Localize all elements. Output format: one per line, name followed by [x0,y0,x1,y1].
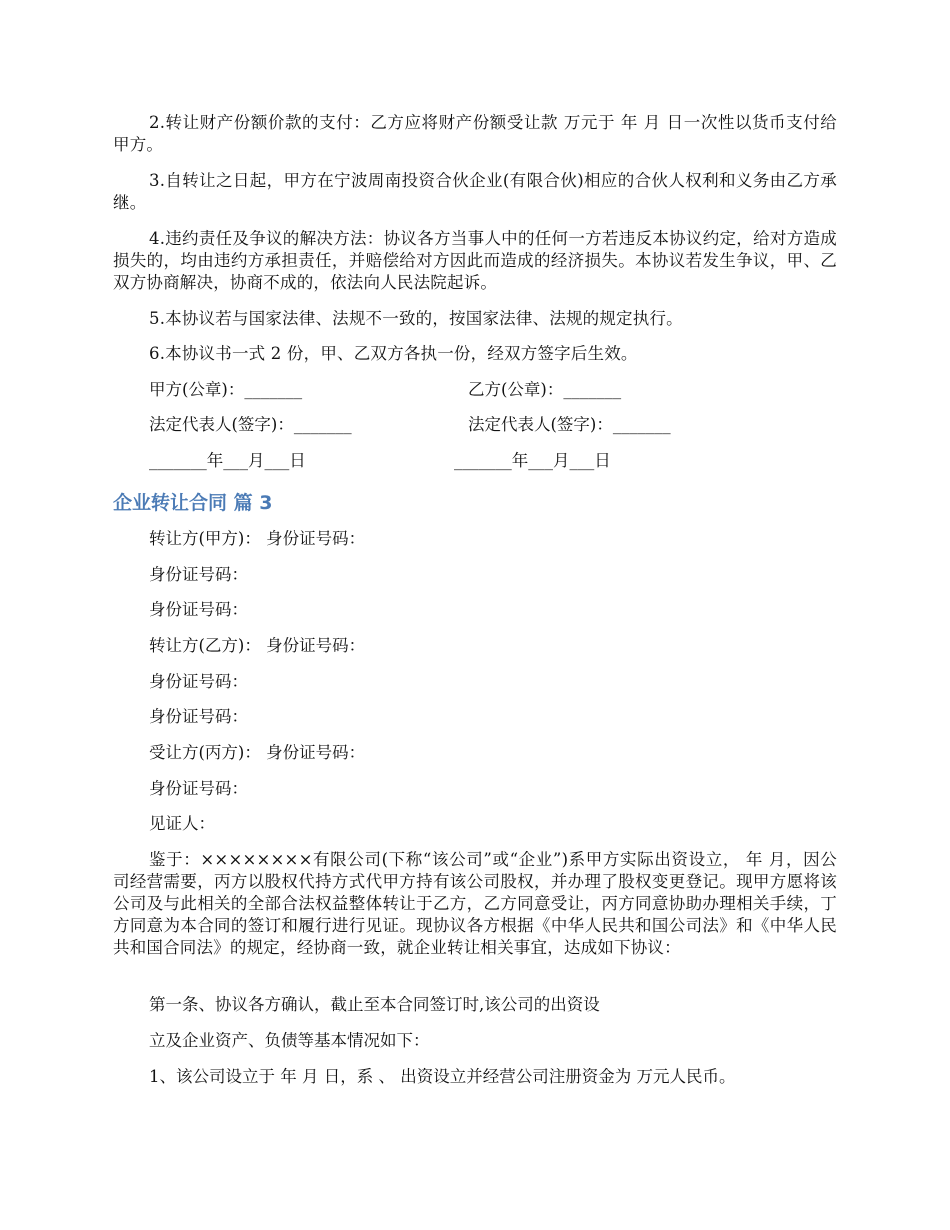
witness-line: 见证人： [149,814,215,833]
party-b-rep-line: 法定代表人(签字)：_______ [468,415,671,434]
party-a-seal-line: 甲方(公章)：_______ [149,380,303,399]
party-line: 身份证号码： [149,672,248,691]
party-line: 身份证号码： [149,707,248,726]
party-a-rep-line: 法定代表人(签字)：_______ [149,415,352,434]
party-a-date-line: _______年___月___日 [149,451,306,470]
item-1-line: 1、该公司设立于 年 月 日，系 、 出资设立并经营公司注册资金为 万元人民币。 [149,1067,736,1086]
clause-3-rights-transfer: 3.自转让之日起，甲方在宁波周南投资合伙企业(有限合伙)相应的合伙人权利和义务由乙方承继。 [113,171,837,212]
article-1-line-b: 立及企业资产、负债等基本情况如下： [149,1031,430,1050]
party-line: 身份证号码： [149,600,248,619]
party-b-date-line: _______年___月___日 [454,451,611,470]
party-line: 受让方(丙方)： 身份证号码： [149,743,366,762]
clause-5-law: 5.本协议若与国家法律、法规不一致的，按国家法律、法规的规定执行。 [149,309,683,328]
preamble-paragraph: 鉴于：××××××××有限公司(下称“该公司”或“企业”)系甲方实际出资设立， 年 月，因公司经营需要，丙方以股权代持方式代甲方持有该公司股权，并办理了股权变更登记。现甲方愿将该公司及与此相关的全部合法权益整体转让于乙方，乙方同意受让，丙方同意协助办理相关手续，丁方同意为本合同的签订和履行进行见证。现协议各方根据《中华人民共和国公司法》和《中华人民共和国合同法》的规定，经协商一致，就企业转让相关事宜，达成如下协议： [113,850,837,957]
party-line: 转让方(乙方)： 身份证号码： [149,636,366,655]
article-1-line-a: 第一条、协议各方确认，截止至本合同签订时,该公司的出资设 [149,995,600,1014]
clause-6-copies: 6.本协议书一式 2 份，甲、乙双方各执一份，经双方签字后生效。 [149,344,638,363]
clause-2-payment: 2.转让财产份额价款的支付：乙方应将财产份额受让款 万元于 年 月 日一次性以货币支付给甲方。 [113,113,837,154]
party-line: 身份证号码： [149,565,248,584]
party-b-seal-line: 乙方(公章)：_______ [468,380,622,399]
clause-4-liability: 4.违约责任及争议的解决方法：协议各方当事人中的任何一方若违反本协议约定，给对方造成损失的，均由违约方承担责任，并赔偿给对方因此而造成的经济损失。本协议若发生争议，甲、乙双方协商解决，协商不成的，依法向人民法院起诉。 [113,229,837,292]
party-line: 身份证号码： [149,779,248,798]
section-heading: 企业转让合同 篇 3 [113,492,273,514]
party-line: 转让方(甲方)： 身份证号码： [149,529,366,548]
